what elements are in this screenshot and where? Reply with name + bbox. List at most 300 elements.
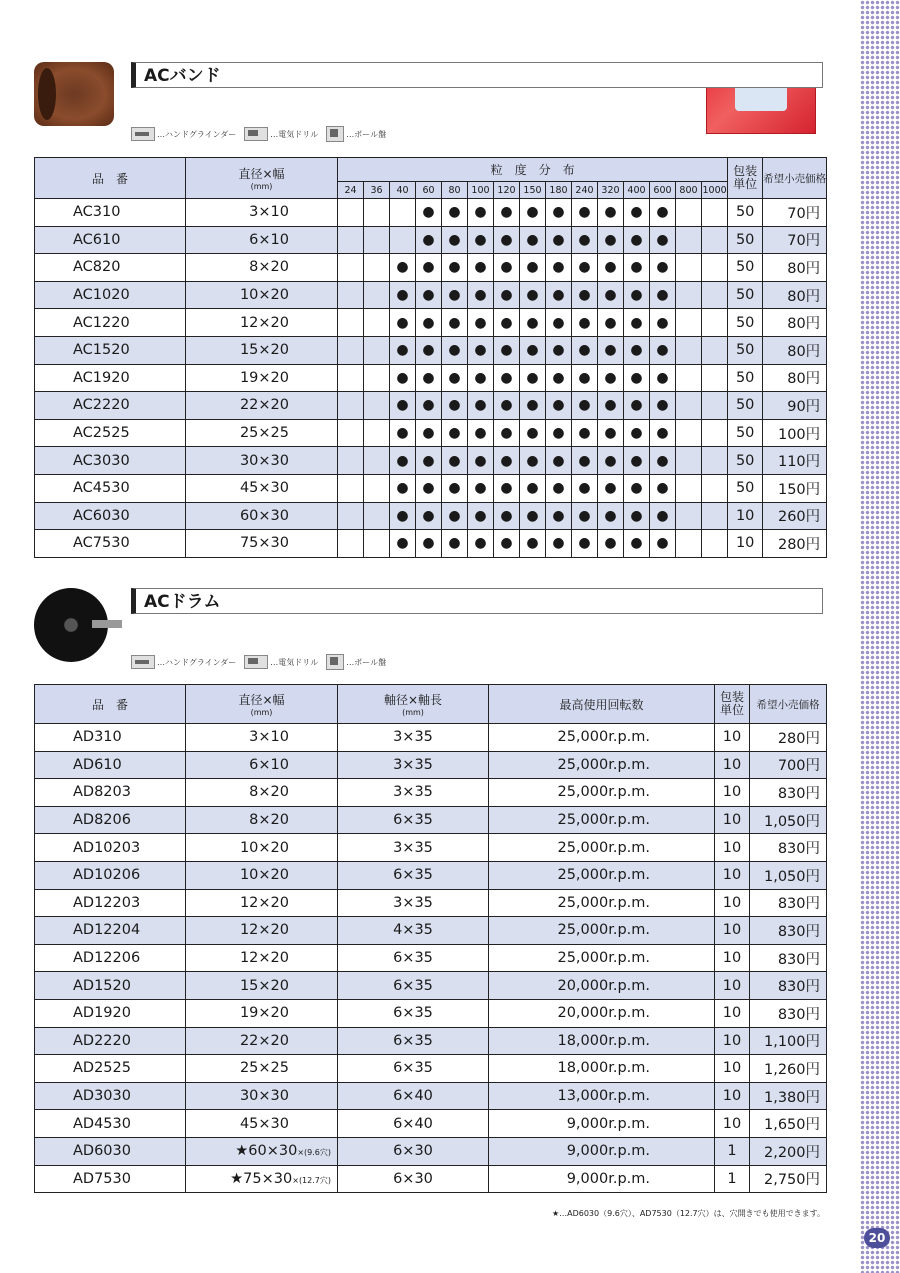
drum-header-shaft-label: 軸径×軸長	[383, 693, 443, 707]
grit-header-cell: 100	[468, 182, 494, 199]
band-table-row	[35, 530, 827, 558]
grit-availability-dot	[338, 226, 364, 254]
drum-table-row	[35, 834, 827, 862]
grit-availability-dot: ●	[390, 502, 416, 530]
band-product-size: 60×30	[186, 502, 338, 530]
grit-availability-dot: ●	[624, 502, 650, 530]
grit-availability-dot	[364, 309, 390, 337]
drum-size-value: 15×20	[239, 977, 289, 994]
grit-availability-dot: ●	[390, 364, 416, 392]
drum-size-value: 12×20	[239, 922, 289, 939]
grit-availability-dot: ●	[494, 364, 520, 392]
grit-availability-dot: ●	[598, 254, 624, 282]
drum-header-code: 品 番	[35, 685, 186, 724]
drum-product-code: AD2525	[35, 1055, 186, 1083]
band-product-size: 12×20	[186, 309, 338, 337]
band-pack-unit: 50	[728, 419, 763, 447]
grit-availability-dot	[676, 392, 702, 420]
drum-product-size	[186, 972, 338, 1000]
drum-max-rpm: 20,000r.p.m.	[489, 999, 715, 1027]
ac-drum-section-title: ACドラム	[131, 588, 823, 614]
hand-grinder-label: …ハンドグラインダー	[157, 129, 237, 139]
drill-press-label: …ボール盤	[346, 657, 387, 667]
grit-availability-dot: ●	[494, 309, 520, 337]
ac-drum-product-image	[34, 588, 108, 662]
band-pack-unit: 50	[728, 226, 763, 254]
drum-table-row	[35, 889, 827, 917]
drum-pack-unit: 10	[715, 999, 750, 1027]
grit-availability-dot	[702, 392, 728, 420]
drum-max-rpm: 9,000r.p.m.	[489, 1137, 715, 1165]
grit-availability-dot	[338, 502, 364, 530]
drum-size-value: 6×10	[249, 756, 289, 773]
drum-size-value: 3×10	[249, 729, 289, 746]
grit-availability-dot	[702, 226, 728, 254]
band-header-size	[186, 158, 338, 199]
drum-product-size	[186, 999, 338, 1027]
grit-availability-dot: ●	[416, 502, 442, 530]
drum-product-size	[186, 1165, 338, 1193]
drum-table-row	[35, 972, 827, 1000]
grit-availability-dot: ●	[650, 281, 676, 309]
grit-availability-dot: ●	[598, 226, 624, 254]
grit-availability-dot: ●	[598, 336, 624, 364]
grit-availability-dot: ●	[546, 364, 572, 392]
grit-availability-dot	[338, 199, 364, 227]
band-price: 100円	[763, 419, 827, 447]
drum-size-value: 8×20	[249, 812, 289, 829]
grit-availability-dot: ●	[650, 502, 676, 530]
drum-shaft-size: 4×35	[338, 917, 489, 945]
grit-header-cell: 80	[442, 182, 468, 199]
grit-availability-dot: ●	[546, 530, 572, 558]
grit-availability-dot	[364, 281, 390, 309]
drum-table-row	[35, 1165, 827, 1193]
drum-pack-unit: 10	[715, 861, 750, 889]
grit-availability-dot	[702, 309, 728, 337]
drum-max-rpm: 25,000r.p.m.	[489, 779, 715, 807]
drum-product-code: AD610	[35, 751, 186, 779]
drum-table-row	[35, 917, 827, 945]
drum-size-value: 19×20	[239, 1005, 289, 1022]
grit-availability-dot: ●	[572, 419, 598, 447]
band-price: 90円	[763, 392, 827, 420]
band-header-price: 希望小売価格	[763, 158, 827, 199]
grit-header-cell: 800	[676, 182, 702, 199]
drum-price: 830円	[750, 944, 827, 972]
drum-table-row	[35, 724, 827, 752]
drum-shaft-size: 6×40	[338, 1110, 489, 1138]
grit-availability-dot: ●	[572, 254, 598, 282]
grit-availability-dot: ●	[572, 364, 598, 392]
band-table-row	[35, 336, 827, 364]
ac-drum-tool-icons	[131, 654, 386, 670]
grit-availability-dot	[364, 364, 390, 392]
band-product-code: AC820	[35, 254, 186, 282]
band-pack-unit: 50	[728, 281, 763, 309]
drum-product-code: AD2220	[35, 1027, 186, 1055]
drum-size-value: 10×20	[239, 839, 289, 856]
drum-price: 830円	[750, 834, 827, 862]
grit-availability-dot: ●	[390, 281, 416, 309]
drum-shaft-size: 6×30	[338, 1165, 489, 1193]
drum-shaft-size: 3×35	[338, 834, 489, 862]
drum-pack-unit: 10	[715, 806, 750, 834]
grit-availability-dot: ●	[546, 309, 572, 337]
grit-availability-dot: ●	[520, 309, 546, 337]
grit-availability-dot	[702, 336, 728, 364]
grit-availability-dot: ●	[572, 309, 598, 337]
drum-product-code: AD12206	[35, 944, 186, 972]
drum-shaft-size: 6×35	[338, 861, 489, 889]
drum-product-code: AD8206	[35, 806, 186, 834]
grit-availability-dot: ●	[468, 530, 494, 558]
grit-availability-dot: ●	[572, 530, 598, 558]
decorative-dot-strip	[860, 0, 900, 1273]
grit-availability-dot: ●	[650, 254, 676, 282]
grit-availability-dot: ●	[468, 309, 494, 337]
grit-availability-dot: ●	[442, 281, 468, 309]
band-price: 260円	[763, 502, 827, 530]
drum-table-row	[35, 1027, 827, 1055]
grit-availability-dot	[364, 419, 390, 447]
band-price: 150円	[763, 474, 827, 502]
drum-product-code: AD8203	[35, 779, 186, 807]
electric-drill-icon	[244, 127, 268, 141]
grit-header-cell: 40	[390, 182, 416, 199]
band-product-size: 8×20	[186, 254, 338, 282]
grit-availability-dot: ●	[416, 226, 442, 254]
band-product-size: 75×30	[186, 530, 338, 558]
grit-availability-dot: ●	[416, 199, 442, 227]
grit-availability-dot: ●	[546, 226, 572, 254]
grit-availability-dot	[676, 364, 702, 392]
ac-drum-table	[34, 684, 827, 1193]
grit-availability-dot: ●	[598, 364, 624, 392]
drum-max-rpm: 9,000r.p.m.	[489, 1165, 715, 1193]
drum-size-value: 30×30	[239, 1088, 289, 1105]
grit-availability-dot: ●	[572, 226, 598, 254]
drum-price: 2,750円	[750, 1165, 827, 1193]
drum-size-value: 22×20	[239, 1032, 289, 1049]
drum-max-rpm: 18,000r.p.m.	[489, 1055, 715, 1083]
grit-availability-dot: ●	[598, 502, 624, 530]
ac-band-product-image	[34, 62, 114, 126]
band-table-row	[35, 281, 827, 309]
band-price: 110円	[763, 447, 827, 475]
band-table-row	[35, 309, 827, 337]
drum-pack-unit: 10	[715, 889, 750, 917]
drill-press-icon	[326, 654, 344, 670]
drum-header-shaft-unit: (mm)	[402, 708, 424, 717]
band-price: 280円	[763, 530, 827, 558]
grit-availability-dot: ●	[468, 336, 494, 364]
grit-header-cell: 400	[624, 182, 650, 199]
drum-pack-unit: 10	[715, 1110, 750, 1138]
grit-availability-dot	[702, 199, 728, 227]
grit-availability-dot: ●	[650, 336, 676, 364]
band-product-code: AC310	[35, 199, 186, 227]
grit-availability-dot: ●	[468, 226, 494, 254]
grit-availability-dot	[364, 226, 390, 254]
drum-product-size	[186, 1027, 338, 1055]
grit-availability-dot: ●	[494, 502, 520, 530]
drum-product-code: AD1520	[35, 972, 186, 1000]
drum-size-value: 10×20	[239, 867, 289, 884]
drum-price: 830円	[750, 999, 827, 1027]
drum-table-row	[35, 1082, 827, 1110]
grit-availability-dot	[676, 226, 702, 254]
grit-availability-dot: ●	[416, 309, 442, 337]
grit-availability-dot: ●	[442, 447, 468, 475]
page-number: 20	[864, 1228, 890, 1248]
band-product-code: AC610	[35, 226, 186, 254]
drum-product-size	[186, 751, 338, 779]
drum-shaft-size: 6×35	[338, 972, 489, 1000]
grit-availability-dot: ●	[468, 419, 494, 447]
drum-hole-size: ×(9.6穴)	[297, 1148, 331, 1158]
band-product-size: 15×20	[186, 336, 338, 364]
grit-availability-dot: ●	[390, 530, 416, 558]
drum-product-size	[186, 834, 338, 862]
band-header-code: 品 番	[35, 158, 186, 199]
drum-footnote: ★…AD6030（9.6穴）、AD7530（12.7穴）は、穴開きでも使用できます。	[551, 1209, 825, 1218]
drum-pack-unit: 10	[715, 944, 750, 972]
drum-pack-unit: 10	[715, 751, 750, 779]
drum-header-price: 希望小売価格	[750, 685, 827, 724]
drum-header-rpm: 最高使用回転数	[489, 685, 715, 724]
drill-press-label: …ボール盤	[346, 129, 387, 139]
grit-availability-dot: ●	[390, 254, 416, 282]
grit-availability-dot	[676, 309, 702, 337]
grit-availability-dot: ●	[520, 336, 546, 364]
grit-availability-dot	[390, 199, 416, 227]
grit-availability-dot: ●	[624, 309, 650, 337]
grit-header-cell: 60	[416, 182, 442, 199]
grit-availability-dot: ●	[598, 419, 624, 447]
grit-availability-dot: ●	[416, 392, 442, 420]
grit-availability-dot: ●	[520, 502, 546, 530]
drum-table-row	[35, 806, 827, 834]
grit-availability-dot: ●	[650, 364, 676, 392]
band-product-size: 6×10	[186, 226, 338, 254]
drum-shaft-size: 6×35	[338, 944, 489, 972]
drum-product-size	[186, 779, 338, 807]
grit-availability-dot: ●	[546, 447, 572, 475]
drum-header-pack: 包装単位	[715, 685, 750, 724]
drum-table-row	[35, 1110, 827, 1138]
grit-availability-dot: ●	[494, 254, 520, 282]
grit-availability-dot: ●	[520, 392, 546, 420]
drum-pack-unit: 1	[715, 1137, 750, 1165]
drum-max-rpm: 25,000r.p.m.	[489, 751, 715, 779]
grit-availability-dot: ●	[598, 281, 624, 309]
grit-availability-dot: ●	[416, 474, 442, 502]
grit-availability-dot: ●	[650, 199, 676, 227]
grit-availability-dot: ●	[442, 392, 468, 420]
drum-hole-size: ×(12.7穴)	[292, 1175, 331, 1185]
drum-price: 830円	[750, 889, 827, 917]
grit-availability-dot: ●	[624, 419, 650, 447]
band-pack-unit: 50	[728, 364, 763, 392]
grit-availability-dot: ●	[624, 530, 650, 558]
grit-availability-dot: ●	[624, 336, 650, 364]
drum-product-size	[186, 806, 338, 834]
grit-availability-dot: ●	[442, 226, 468, 254]
grit-availability-dot	[364, 199, 390, 227]
band-pack-unit: 10	[728, 530, 763, 558]
drum-max-rpm: 25,000r.p.m.	[489, 944, 715, 972]
band-product-size: 45×30	[186, 474, 338, 502]
grit-availability-dot: ●	[390, 336, 416, 364]
band-price: 80円	[763, 336, 827, 364]
grit-availability-dot: ●	[624, 254, 650, 282]
band-header-pack: 包装単位	[728, 158, 763, 199]
grit-availability-dot: ●	[546, 281, 572, 309]
grit-availability-dot: ●	[442, 474, 468, 502]
grit-availability-dot: ●	[494, 530, 520, 558]
band-product-code: AC2525	[35, 419, 186, 447]
electric-drill-icon	[244, 655, 268, 669]
drum-table-row	[35, 861, 827, 889]
drum-table-row	[35, 1055, 827, 1083]
drum-product-code: AD10206	[35, 861, 186, 889]
grit-availability-dot	[338, 474, 364, 502]
drum-product-size	[186, 944, 338, 972]
grit-header-cell: 150	[520, 182, 546, 199]
grit-availability-dot: ●	[546, 254, 572, 282]
band-product-size: 30×30	[186, 447, 338, 475]
grit-header-cell: 1000	[702, 182, 728, 199]
drum-header-size-label: 直径×幅	[238, 693, 285, 707]
grit-availability-dot	[338, 447, 364, 475]
grit-header-cell: 120	[494, 182, 520, 199]
grit-availability-dot	[676, 199, 702, 227]
drum-product-code: AD4530	[35, 1110, 186, 1138]
grit-availability-dot: ●	[468, 281, 494, 309]
grit-availability-dot: ●	[520, 254, 546, 282]
band-table-row	[35, 419, 827, 447]
grit-availability-dot: ●	[624, 474, 650, 502]
grit-availability-dot: ●	[598, 392, 624, 420]
drum-product-size	[186, 917, 338, 945]
grit-availability-dot	[338, 254, 364, 282]
drum-product-code: AD7530	[35, 1165, 186, 1193]
band-table-row	[35, 474, 827, 502]
grit-availability-dot: ●	[546, 474, 572, 502]
grit-availability-dot	[702, 281, 728, 309]
band-price: 80円	[763, 254, 827, 282]
band-header-size-unit: (mm)	[250, 182, 273, 191]
drum-price: 830円	[750, 917, 827, 945]
grit-availability-dot: ●	[416, 419, 442, 447]
drum-max-rpm: 20,000r.p.m.	[489, 972, 715, 1000]
drum-price: 280円	[750, 724, 827, 752]
drum-product-code: AD10203	[35, 834, 186, 862]
drum-size-value: ★75×30	[230, 1170, 293, 1187]
grit-availability-dot: ●	[572, 447, 598, 475]
band-product-code: AC7530	[35, 530, 186, 558]
grit-availability-dot: ●	[546, 502, 572, 530]
band-header-grit-group: 粒 度 分 布	[338, 158, 728, 182]
grit-availability-dot	[338, 281, 364, 309]
drum-size-value: 8×20	[249, 784, 289, 801]
band-pack-unit: 50	[728, 447, 763, 475]
drum-product-size	[186, 1110, 338, 1138]
drum-product-code: AD3030	[35, 1082, 186, 1110]
drum-price: 1,380円	[750, 1082, 827, 1110]
grit-availability-dot: ●	[572, 281, 598, 309]
band-price: 70円	[763, 199, 827, 227]
grit-availability-dot: ●	[494, 392, 520, 420]
band-pack-unit: 10	[728, 502, 763, 530]
band-table-row	[35, 364, 827, 392]
grit-availability-dot	[364, 530, 390, 558]
grit-header-cell: 240	[572, 182, 598, 199]
grit-availability-dot: ●	[546, 392, 572, 420]
band-pack-unit: 50	[728, 254, 763, 282]
grit-availability-dot	[702, 530, 728, 558]
band-product-size: 3×10	[186, 199, 338, 227]
grit-availability-dot: ●	[494, 474, 520, 502]
grit-availability-dot: ●	[546, 199, 572, 227]
drum-shaft-size: 6×35	[338, 999, 489, 1027]
drum-price: 830円	[750, 972, 827, 1000]
grit-availability-dot: ●	[442, 530, 468, 558]
drum-max-rpm: 25,000r.p.m.	[489, 861, 715, 889]
drum-price: 1,260円	[750, 1055, 827, 1083]
grit-availability-dot: ●	[494, 281, 520, 309]
grit-availability-dot: ●	[494, 419, 520, 447]
drum-max-rpm: 13,000r.p.m.	[489, 1082, 715, 1110]
band-price: 80円	[763, 309, 827, 337]
grit-availability-dot: ●	[520, 447, 546, 475]
grit-availability-dot: ●	[442, 502, 468, 530]
grit-availability-dot	[702, 254, 728, 282]
hand-grinder-label: …ハンドグラインダー	[157, 657, 237, 667]
grit-availability-dot	[676, 530, 702, 558]
grit-availability-dot: ●	[416, 336, 442, 364]
drum-size-value: 12×20	[239, 950, 289, 967]
band-product-size: 25×25	[186, 419, 338, 447]
drum-shaft-size: 6×35	[338, 806, 489, 834]
grit-availability-dot: ●	[442, 199, 468, 227]
grit-availability-dot	[338, 309, 364, 337]
drum-size-value: 12×20	[239, 894, 289, 911]
grit-availability-dot: ●	[442, 419, 468, 447]
grit-availability-dot	[364, 254, 390, 282]
electric-drill-label: …電気ドリル	[270, 129, 319, 139]
drum-product-size	[186, 724, 338, 752]
grit-availability-dot: ●	[468, 502, 494, 530]
grit-availability-dot: ●	[598, 199, 624, 227]
grit-availability-dot: ●	[624, 364, 650, 392]
grit-availability-dot: ●	[650, 447, 676, 475]
grit-availability-dot	[676, 502, 702, 530]
grit-availability-dot: ●	[572, 392, 598, 420]
band-header-size-label: 直径×幅	[238, 167, 285, 181]
grit-header-cell: 600	[650, 182, 676, 199]
drill-press-icon	[326, 126, 344, 142]
drum-product-code: AD6030	[35, 1137, 186, 1165]
band-product-size: 19×20	[186, 364, 338, 392]
band-pack-unit: 50	[728, 199, 763, 227]
grit-availability-dot	[676, 447, 702, 475]
drum-pack-unit: 10	[715, 917, 750, 945]
grit-availability-dot: ●	[390, 474, 416, 502]
grit-availability-dot: ●	[598, 309, 624, 337]
drum-price: 2,200円	[750, 1137, 827, 1165]
